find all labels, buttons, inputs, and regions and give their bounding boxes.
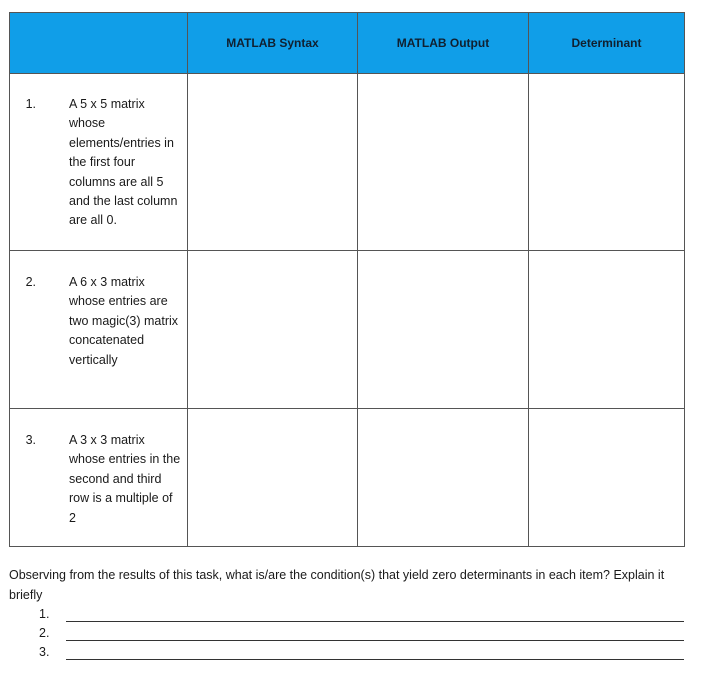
header-matlab-output: MATLAB Output xyxy=(358,13,529,74)
header-matlab-syntax: MATLAB Syntax xyxy=(188,13,358,74)
item-number: 2. xyxy=(25,275,36,289)
table-row xyxy=(10,409,685,547)
answer-blank[interactable] xyxy=(66,659,684,660)
output-cell[interactable] xyxy=(358,74,529,251)
item-description: A 5 x 5 matrix whose elements/entries in the first four columns are all 5 and the last column are all 0. xyxy=(69,97,178,228)
item-description: A 3 x 3 matrix whose entries in the second and third row is a multiple of 2 xyxy=(69,433,181,525)
answer-line[interactable] xyxy=(9,624,689,643)
item-description: A 6 x 3 matrix whose entries are two magic(3) matrix concatenated vertically xyxy=(69,275,179,367)
table-row xyxy=(10,251,685,409)
table-row xyxy=(10,74,685,251)
output-cell[interactable] xyxy=(358,251,529,409)
answer-blank[interactable] xyxy=(66,640,684,641)
answer-number: 2. xyxy=(39,626,50,640)
syntax-cell[interactable] xyxy=(188,74,358,251)
determinant-cell[interactable] xyxy=(529,251,685,409)
table-header-row xyxy=(10,13,685,74)
answer-line[interactable] xyxy=(9,643,689,662)
answer-number: 1. xyxy=(39,607,50,621)
worksheet-table xyxy=(9,12,685,547)
determinant-cell[interactable] xyxy=(529,409,685,547)
item-description-cell xyxy=(10,251,188,409)
output-cell[interactable] xyxy=(358,409,529,547)
header-blank-cell xyxy=(10,13,188,74)
determinant-cell[interactable] xyxy=(529,74,685,251)
syntax-cell[interactable] xyxy=(188,251,358,409)
header-determinant: Determinant xyxy=(529,13,685,74)
item-description-cell xyxy=(10,74,188,251)
answer-line[interactable] xyxy=(9,605,689,624)
answer-number: 3. xyxy=(39,645,50,659)
item-number: 3. xyxy=(25,433,36,447)
answer-lines xyxy=(9,605,689,662)
item-description-cell xyxy=(10,409,188,547)
answer-blank[interactable] xyxy=(66,621,684,622)
question-text: Observing from the results of this task, what is/are the condition(s) that yield zero determinants in each item? Explain it briefly xyxy=(9,568,665,602)
item-number: 1. xyxy=(25,97,36,111)
syntax-cell[interactable] xyxy=(188,409,358,547)
